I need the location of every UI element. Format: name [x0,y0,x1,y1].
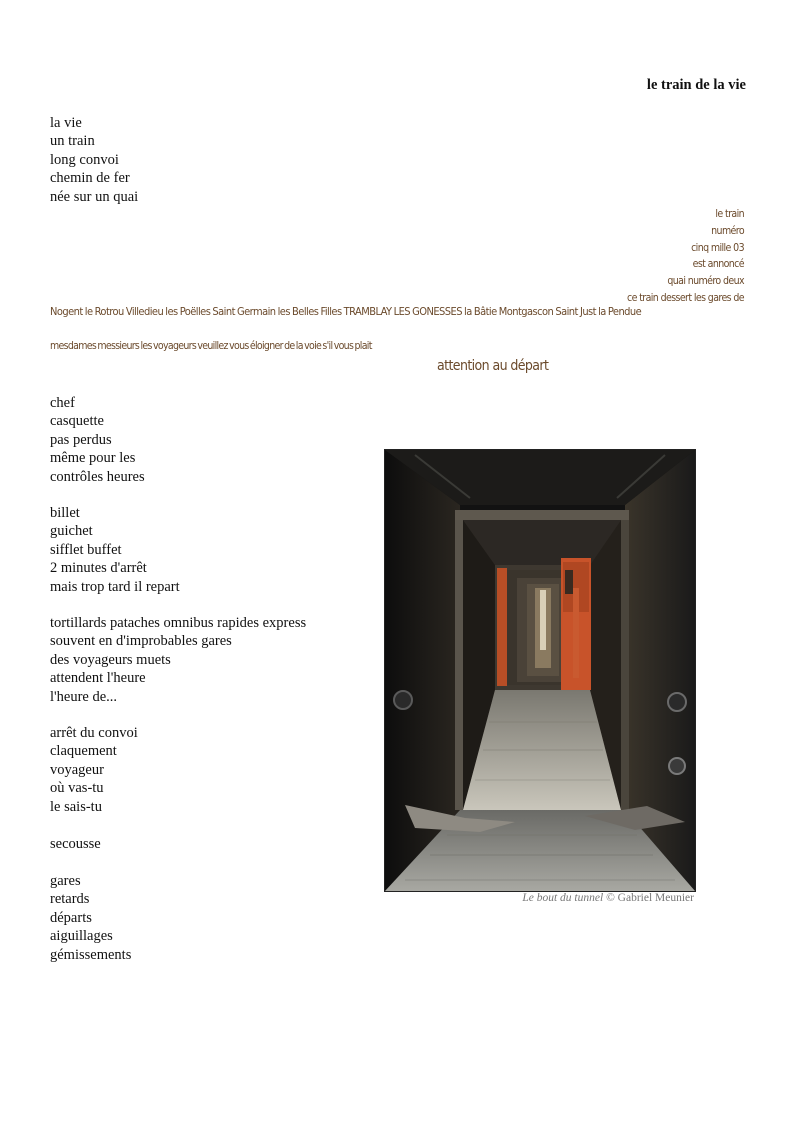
verse-line: gares [50,873,81,889]
verse-line: née sur un quai [50,188,139,205]
verse-line: 2 minutes d'arrêt [50,560,147,577]
stanza-5 [50,724,138,816]
verse-line: attendent l'heure [50,670,146,687]
verse-line: sifflet buffet [50,541,122,558]
verse-line: même pour les [50,450,136,467]
verse-line: le sais-tu [50,798,102,815]
caption-title: Le bout du tunnel [522,892,604,904]
verse-line: mais trop tard il repart [50,578,180,595]
verse-line: tortillards pataches omnibus rapides express [50,615,307,631]
verse-line: voyageur [50,761,104,778]
verse-line: aiguillages [50,928,113,945]
verse-line: pas perdus [50,431,112,448]
verse-line: long convoi [50,151,119,168]
announcement-line: ce train dessert les gares de [627,291,744,304]
train-corridor-illustration [385,450,695,891]
platform-warning: mesdames messieurs les voyageurs veuillez vous éloigner de la voie s'il vous plait [50,340,372,352]
stanza-4 [50,614,306,706]
photo-caption [522,892,694,904]
verse-line: chemin de fer [50,170,130,187]
stanza-1 [50,114,138,206]
announcement-line: cinq mille 03 [691,241,744,254]
announcement-line: est annoncé [692,258,744,271]
tunnel-photo [384,449,696,892]
verse-line: la vie [50,115,82,131]
announcement-line: quai numéro deux [667,275,744,288]
stanza-2 [50,394,145,486]
verse-line: contrôles heures [50,468,145,485]
announcement-line: le train [715,208,744,220]
verse-line: arrêt du convoi [50,725,138,741]
departure-call: attention au départ [437,358,549,374]
verse-line: souvent en d'improbables gares [50,633,232,650]
train-announcement [627,206,744,307]
verse-line: où vas-tu [50,780,104,797]
verse-line: chef [50,395,75,411]
verse-line: l'heure de... [50,688,118,705]
verse-line: casquette [50,413,104,430]
announcement-line: numéro [711,224,744,237]
stanza-6 [50,835,101,853]
poem-title: le train de la vie [646,77,746,93]
verse-line: gémissements [50,946,132,963]
station-list: Nogent le Rotrou Villedieu les Poëlles Saint Germain les Belles Filles TRAMBLAY LES GONESSES la Bâtie Montgascon Saint Just la Pendue [50,305,642,318]
verse-line: un train [50,133,95,150]
verse-line: des voyageurs muets [50,651,171,668]
stanza-7 [50,872,131,964]
verse-line: départs [50,909,92,926]
verse-line: claquement [50,743,117,760]
caption-credit: © Gabriel Meunier [606,892,694,904]
verse-line: guichet [50,523,93,540]
stanza-3 [50,504,180,596]
verse-line: retards [50,891,90,908]
verse-line: billet [50,505,80,521]
verse-line: secousse [50,836,101,852]
